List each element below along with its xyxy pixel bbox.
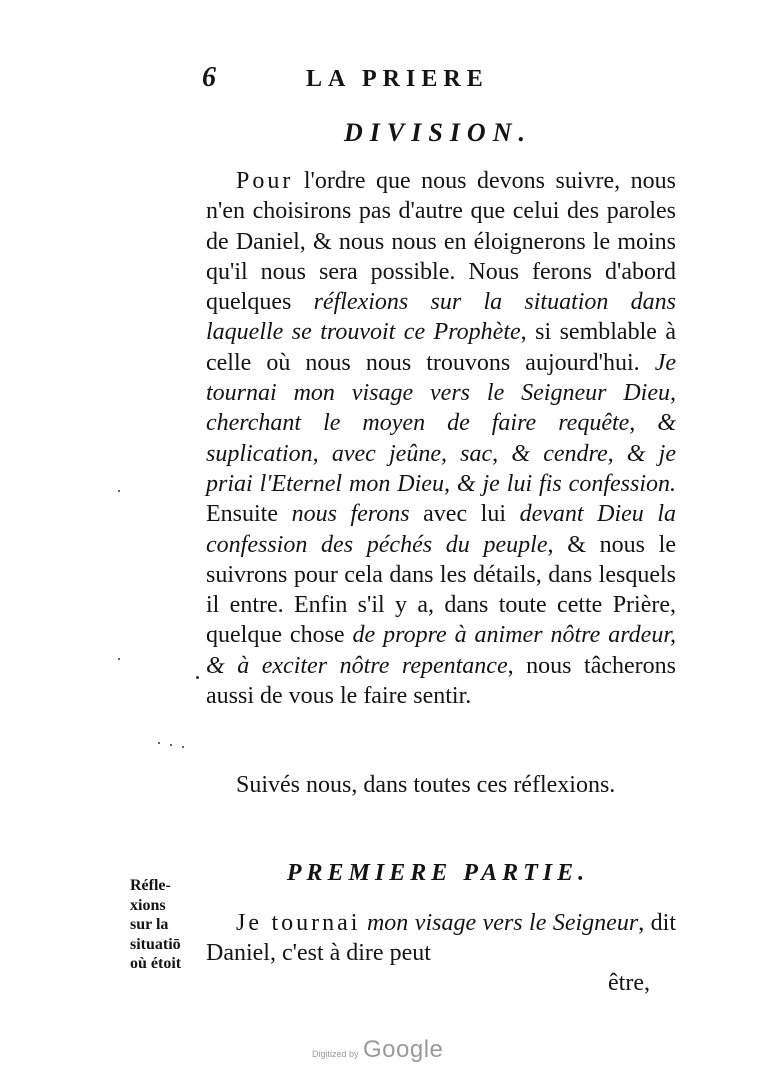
margin-line: où étoit	[130, 955, 182, 972]
italic-run: devant Dieu la confession des péchés du peuple	[206, 501, 677, 558]
closing-paragraph	[206, 770, 676, 800]
watermark-prefix: Digitized by	[312, 1049, 359, 1059]
page-number: 6	[202, 62, 216, 93]
drop-word: Pour	[236, 168, 294, 194]
ink-speck	[158, 742, 160, 744]
margin-line: sur la	[130, 916, 169, 933]
ink-speck	[196, 676, 199, 679]
margin-line: situatiō	[130, 935, 181, 953]
text-run: l'ordre que nous devons suivre, nous n'en choisirons pas d'autre que celui des paroles de Daniel, & nous nous en éloignerons le moins qu'il nous sera possible. Nous ferons d'abord quelques	[206, 168, 676, 316]
paragraph	[206, 908, 676, 969]
ink-speck	[118, 658, 120, 660]
text-run: , nous tâcherons aussi de vous le faire sentir.	[206, 652, 677, 710]
google-logo: Google	[362, 1036, 444, 1063]
scripture-quote: Je tournai mon visage vers le Seigneur Dieu, cherchant le moyen de faire requête, & suplication, avec jeûne, sac, & cendre, & je priai l'Eternel mon Dieu, & je lui fis confession.	[206, 349, 676, 497]
italic-run: mon visage vers le Seigneur	[366, 910, 639, 936]
margin-note	[130, 876, 208, 974]
page-header	[198, 62, 678, 96]
text-run: avec lui	[409, 501, 520, 528]
italic-run: réflexions sur la situation dans laquelle se trouvoit ce Prophète	[206, 289, 677, 346]
ink-speck	[170, 744, 172, 746]
italic-run: nous ferons	[291, 501, 410, 528]
part-text	[206, 908, 676, 969]
division-heading: DIVISION.	[344, 118, 532, 147]
margin-line: Réfle-	[130, 877, 171, 894]
paragraph	[206, 166, 676, 711]
text-run: , dit Daniel, c'est à dire peut	[206, 910, 677, 967]
text-run: , & nous le suivrons pour cela dans les détails, dans lesquels il entre. Enfin s'il y a, dans toute cette Prière, quelque chose	[206, 531, 676, 649]
drop-phrase: Je tournai	[236, 910, 361, 936]
ink-speck	[182, 746, 184, 748]
margin-line: xions	[130, 896, 166, 914]
digitization-watermark	[312, 1036, 443, 1064]
text-run: Ensuite	[206, 501, 292, 528]
division-text	[206, 166, 676, 711]
italic-run: de propre à animer nôtre ardeur, & à exciter nôtre repentance	[206, 622, 676, 679]
ink-speck	[118, 490, 120, 492]
catchword: être,	[608, 970, 650, 996]
part-heading: PREMIERE PARTIE.	[286, 860, 590, 886]
running-title: LA PRIERE	[306, 66, 489, 92]
text-run: , si semblable à celle où nous nous trouvons aujourd'hui.	[206, 319, 677, 376]
paragraph: Suivés nous, dans toutes ces réflexions.	[236, 772, 616, 798]
